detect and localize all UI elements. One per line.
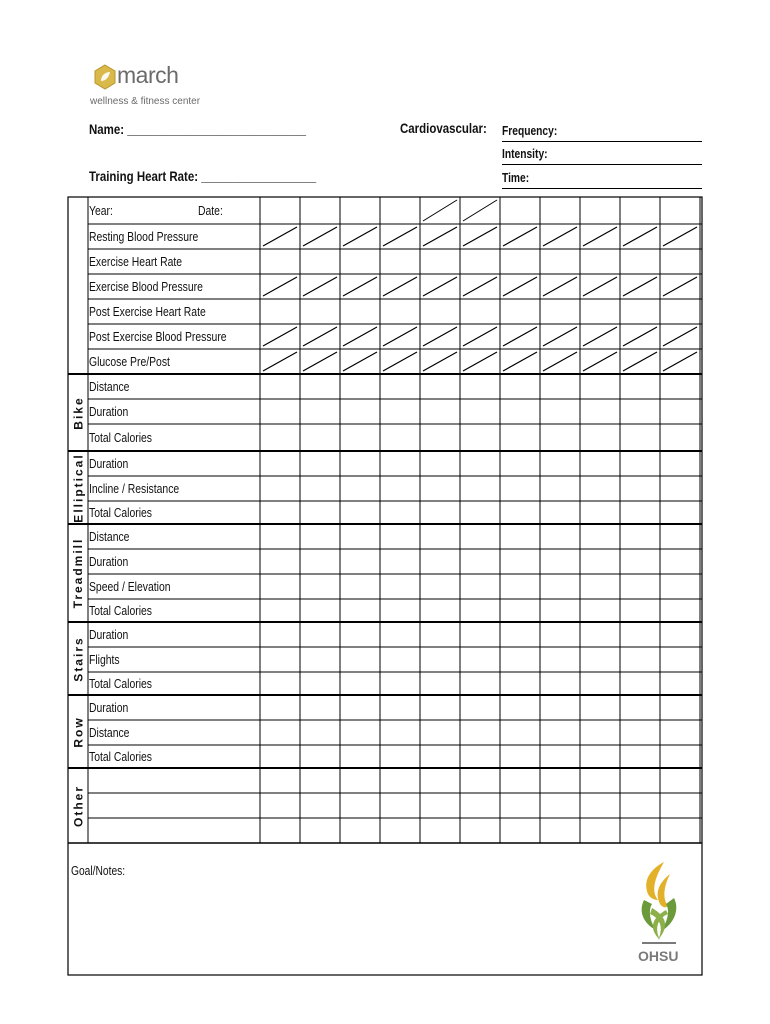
diagonal-slash (423, 352, 457, 371)
row-label: Total Calories (89, 748, 153, 764)
diagonal-slash (463, 227, 497, 246)
cardiovascular-label: Cardiovascular: (400, 120, 487, 136)
diagonal-slash (503, 277, 537, 296)
goal-notes-label[interactable]: Goal/Notes: (71, 864, 126, 878)
diagonal-slash (423, 227, 457, 246)
row-label: Total Calories (89, 675, 153, 691)
diagonal-slash (623, 352, 657, 371)
diagonal-slash (623, 227, 657, 246)
row-label: Incline / Resistance (89, 480, 180, 496)
row-label: Duration (89, 626, 129, 642)
diagonal-slash (463, 200, 497, 221)
training-heart-rate-label[interactable]: Training Heart Rate: __________________ (89, 168, 317, 184)
date-label: Date: (198, 203, 223, 218)
logo-name: march (117, 62, 179, 88)
diagonal-slash (583, 327, 617, 346)
diagonal-slash (383, 227, 417, 246)
frequency-label: Frequency: (502, 124, 558, 138)
section-label-treadmill: Treadmill (71, 537, 85, 609)
row-label: Duration (89, 553, 129, 569)
logo-tagline: wellness & fitness center (90, 96, 201, 107)
row-label: Total Calories (89, 504, 153, 520)
diagonal-slash (303, 327, 337, 346)
row-label: Total Calories (89, 602, 153, 618)
diagonal-slash (263, 327, 297, 346)
diagonal-slash (343, 327, 377, 346)
diagonal-slash (383, 352, 417, 371)
diagonal-slash (583, 227, 617, 246)
section-label-stairs: Stairs (71, 635, 85, 682)
intensity-label: Intensity: (502, 147, 548, 161)
diagonal-slash (343, 227, 377, 246)
diagonal-slash (663, 277, 697, 296)
row-label: Exercise Blood Pressure (89, 278, 203, 294)
section-label-bike: Bike (71, 395, 85, 430)
row-label: Flights (89, 651, 120, 667)
row-label: Resting Blood Pressure (89, 228, 199, 244)
diagonal-slash (543, 352, 577, 371)
section-label-row: Row (71, 715, 85, 748)
diagonal-slash (383, 327, 417, 346)
diagonal-slash (583, 352, 617, 371)
row-label: Post Exercise Blood Pressure (89, 328, 227, 344)
diagonal-slash (663, 327, 697, 346)
section-label-elliptical: Elliptical (71, 452, 85, 523)
diagonal-slash (263, 227, 297, 246)
name-field-label[interactable]: Name: ____________________________ (89, 121, 307, 137)
row-label: Speed / Elevation (89, 578, 171, 594)
diagonal-slash (463, 277, 497, 296)
ohsu-text: OHSU (638, 948, 679, 964)
diagonal-slash (503, 327, 537, 346)
diagonal-slash (583, 277, 617, 296)
diagonal-slash (503, 227, 537, 246)
diagonal-slash (423, 327, 457, 346)
ohsu-logo (630, 860, 688, 970)
diagonal-slash (303, 277, 337, 296)
diagonal-slash (343, 352, 377, 371)
diagonal-slash (623, 327, 657, 346)
diagonal-slash (303, 227, 337, 246)
row-label: Distance (89, 724, 130, 740)
row-label: Total Calories (89, 429, 153, 445)
row-label: Duration (89, 403, 129, 419)
row-label: Distance (89, 528, 130, 544)
time-label: Time: (502, 171, 530, 185)
row-label: Duration (89, 699, 129, 715)
row-label: Exercise Heart Rate (89, 253, 183, 269)
diagonal-slash (263, 277, 297, 296)
row-label: Post Exercise Heart Rate (89, 303, 206, 319)
row-label: Duration (89, 455, 129, 471)
diagonal-slash (303, 352, 337, 371)
diagonal-slash (383, 277, 417, 296)
year-label: Year: (89, 203, 113, 218)
diagonal-slash (543, 277, 577, 296)
diagonal-slash (343, 277, 377, 296)
diagonal-slash (503, 352, 537, 371)
diagonal-slash (663, 352, 697, 371)
diagonal-slash (543, 227, 577, 246)
diagonal-slash (463, 327, 497, 346)
diagonal-slash (463, 352, 497, 371)
section-label-other: Other (71, 784, 85, 827)
diagonal-slash (543, 327, 577, 346)
row-label: Glucose Pre/Post (89, 353, 170, 369)
diagonal-slash (623, 277, 657, 296)
diagonal-slash (423, 200, 457, 221)
diagonal-slash (423, 277, 457, 296)
row-label: Distance (89, 378, 130, 394)
diagonal-slash (263, 352, 297, 371)
diagonal-slash (663, 227, 697, 246)
